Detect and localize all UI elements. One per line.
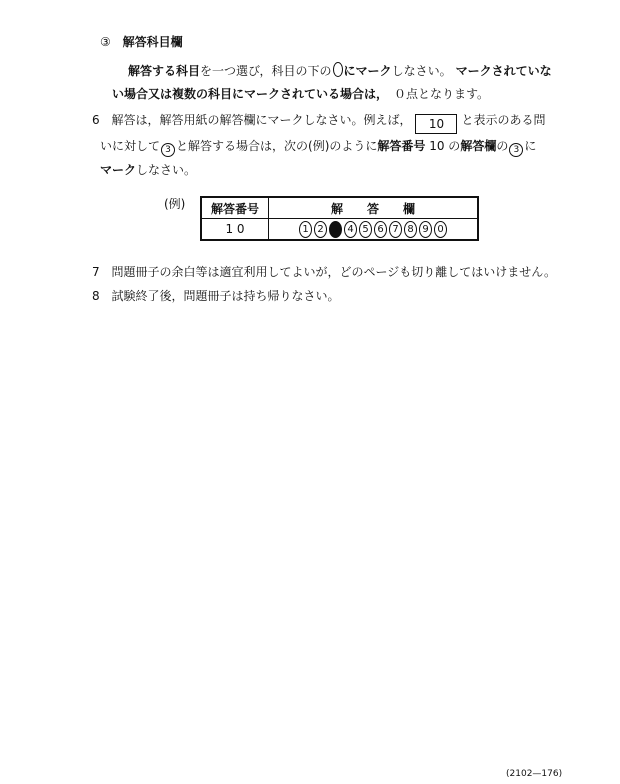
- item-7: [92, 264, 556, 280]
- item-8: [92, 288, 339, 304]
- mark-oval-icon: [333, 62, 343, 77]
- bubble-8: 8: [404, 221, 417, 238]
- section-line-1: 解答する科目を一つ選び，科目の下の にマークしなさい。 マークされていな: [128, 64, 552, 78]
- answer-number-box: 10: [415, 114, 457, 134]
- bubble-row: [269, 219, 479, 241]
- example-label: (例): [164, 197, 186, 211]
- item-8-number: 8: [92, 289, 100, 303]
- section-line-2: い場合又は複数の科目にマークされている場合は， ０点となります。: [112, 87, 490, 101]
- bubble-4: 4: [344, 221, 357, 238]
- bubble-3-filled: 3: [329, 221, 342, 238]
- section-heading: [100, 34, 183, 50]
- item-7-number: 7: [92, 265, 100, 279]
- bubble-5: 5: [359, 221, 372, 238]
- page-code: (2102—176): [506, 769, 563, 779]
- item-6-line-1: 6 解答は，解答用紙の解答欄にマークしなさい。例えば， 10 と表示のある問: [92, 112, 546, 134]
- bubble-6: 6: [374, 221, 387, 238]
- section-title: 解答科目欄: [122, 35, 183, 49]
- item-6-line-2: いに対して 3 と解答する場合は，次の(例)のように解答番号 10 の解答欄の 3 に: [100, 139, 537, 155]
- bubble-0: 0: [434, 221, 447, 238]
- bubble-9: 9: [419, 221, 432, 238]
- item-6-number: 6: [92, 113, 100, 127]
- bubble-2: 2: [314, 221, 327, 238]
- item-7-text: 問題冊子の余白等は適宜利用してよいが，どのページも切り離してはいけません。: [111, 265, 556, 279]
- digit-3-circle-icon: 3: [161, 143, 175, 157]
- item-6-line-3: マークしなさい。: [100, 163, 197, 177]
- example-answer-table: [200, 196, 479, 241]
- header-answer-number: 解答番号: [201, 197, 269, 219]
- digit-3-circle-icon: 3: [509, 143, 523, 157]
- row-answer-number: 1 0: [201, 219, 269, 241]
- bubble-7: 7: [389, 221, 402, 238]
- section-marker: ③: [100, 35, 111, 49]
- bubble-1: 1: [299, 221, 312, 238]
- header-answer-column: 解 答 欄: [269, 197, 479, 219]
- item-8-text: 試験終了後，問題冊子は持ち帰りなさい。: [111, 289, 340, 303]
